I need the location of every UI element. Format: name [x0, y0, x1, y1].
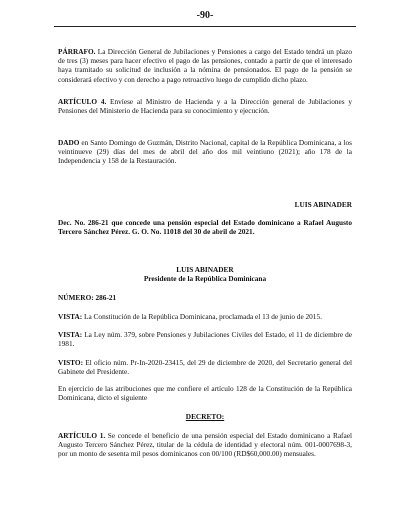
page-number: -90- — [196, 10, 214, 21]
signature-name: LUIS ABINADER — [294, 200, 352, 209]
decreto-heading: DECRETO: — [185, 412, 225, 421]
parrafo-text: La Dirección General de Jubilaciones y Pensiones a cargo del Estado tendrá un plazo de tres (3) meses para hacer efectivo el pago de las pensiones, contado a partir de que el interesado haya tramitado su solicitud de inclusión a la nómina de pensionados. El pago de la pensión se considerará efectivo y con derecho a pago retroactivo luego de cumplido dicho plazo. — [58, 47, 352, 84]
paragraph-dado — [58, 138, 352, 166]
visto-text: El oficio núm. Pr-In-2020-23415, del 29 de diciembre de 2020, del Secretario general del Gabinete del Presidente. — [58, 358, 352, 377]
articulo-4-heading: ARTÍCULO 4. — [58, 97, 107, 106]
paragraph-articulo-4 — [58, 97, 352, 115]
dado-heading: DADO — [58, 138, 80, 147]
parrafo-heading: PÁRRAFO. — [58, 47, 96, 56]
vista-1-heading: VISTA: — [58, 312, 83, 321]
visto-heading: VISTO: — [58, 358, 84, 367]
articulo-1-text: Se concede el beneficio de una pensión especial del Estado dominicano a Rafael Augusto Tercero Sánchez Pérez, titular de la cédula de identidad y electoral núm. 001-0007698-3, por un monto de sesenta mil pesos dominicanos con 00/100 (RD$60,000.00) mensuales. — [58, 431, 352, 459]
decree-reference: Dec. No. 286-21 que concede una pensión especial del Estado dominicano a Rafael Augusto Tercero Sánchez Pérez. G. O. No. 11018 del 30 de abril de 2021. — [58, 218, 352, 237]
decree-number: NÚMERO: 286-21 — [58, 293, 117, 302]
header-rule — [54, 26, 356, 27]
paragraph-articulo-1 — [58, 431, 352, 459]
header-president-name: LUIS ABINADER — [176, 265, 234, 274]
vista-1-text: La Constitución de la República Dominicana, proclamada el 13 de junio de 2015. — [82, 312, 322, 321]
ejercicio-paragraph: En ejercicio de las atribuciones que me confiere el artículo 128 de la Constitución de la República Dominicana, dicto el siguiente — [58, 384, 352, 403]
header-president-title: Presidente de la República Dominicana — [143, 274, 267, 283]
vista-2-heading: VISTA: — [58, 330, 83, 339]
dado-text: en Santo Domingo de Guzmán, Distrito Nacional, capital de la República Dominicana, a los veintinueve (29) días del mes de abril del año dos mil veintiuno (2021); año 178 de la Independencia y 158 de la Restauración. — [58, 138, 352, 166]
vista-2-text: La Ley núm. 379, sobre Pensiones y Jubilaciones Civiles del Estado, el 11 de diciembre de 1981. — [58, 330, 352, 349]
paragraph-parrafo — [58, 47, 352, 84]
visto-oficio — [58, 358, 352, 376]
vista-constitucion — [58, 312, 352, 321]
articulo-4-text: Envíese al Ministro de Hacienda y a la Dirección general de Jubilaciones y Pensiones del Ministerio de Hacienda para su conocimiento y ejecución. — [58, 97, 352, 116]
articulo-1-heading: ARTÍCULO 1. — [58, 431, 106, 440]
vista-ley — [58, 330, 352, 348]
